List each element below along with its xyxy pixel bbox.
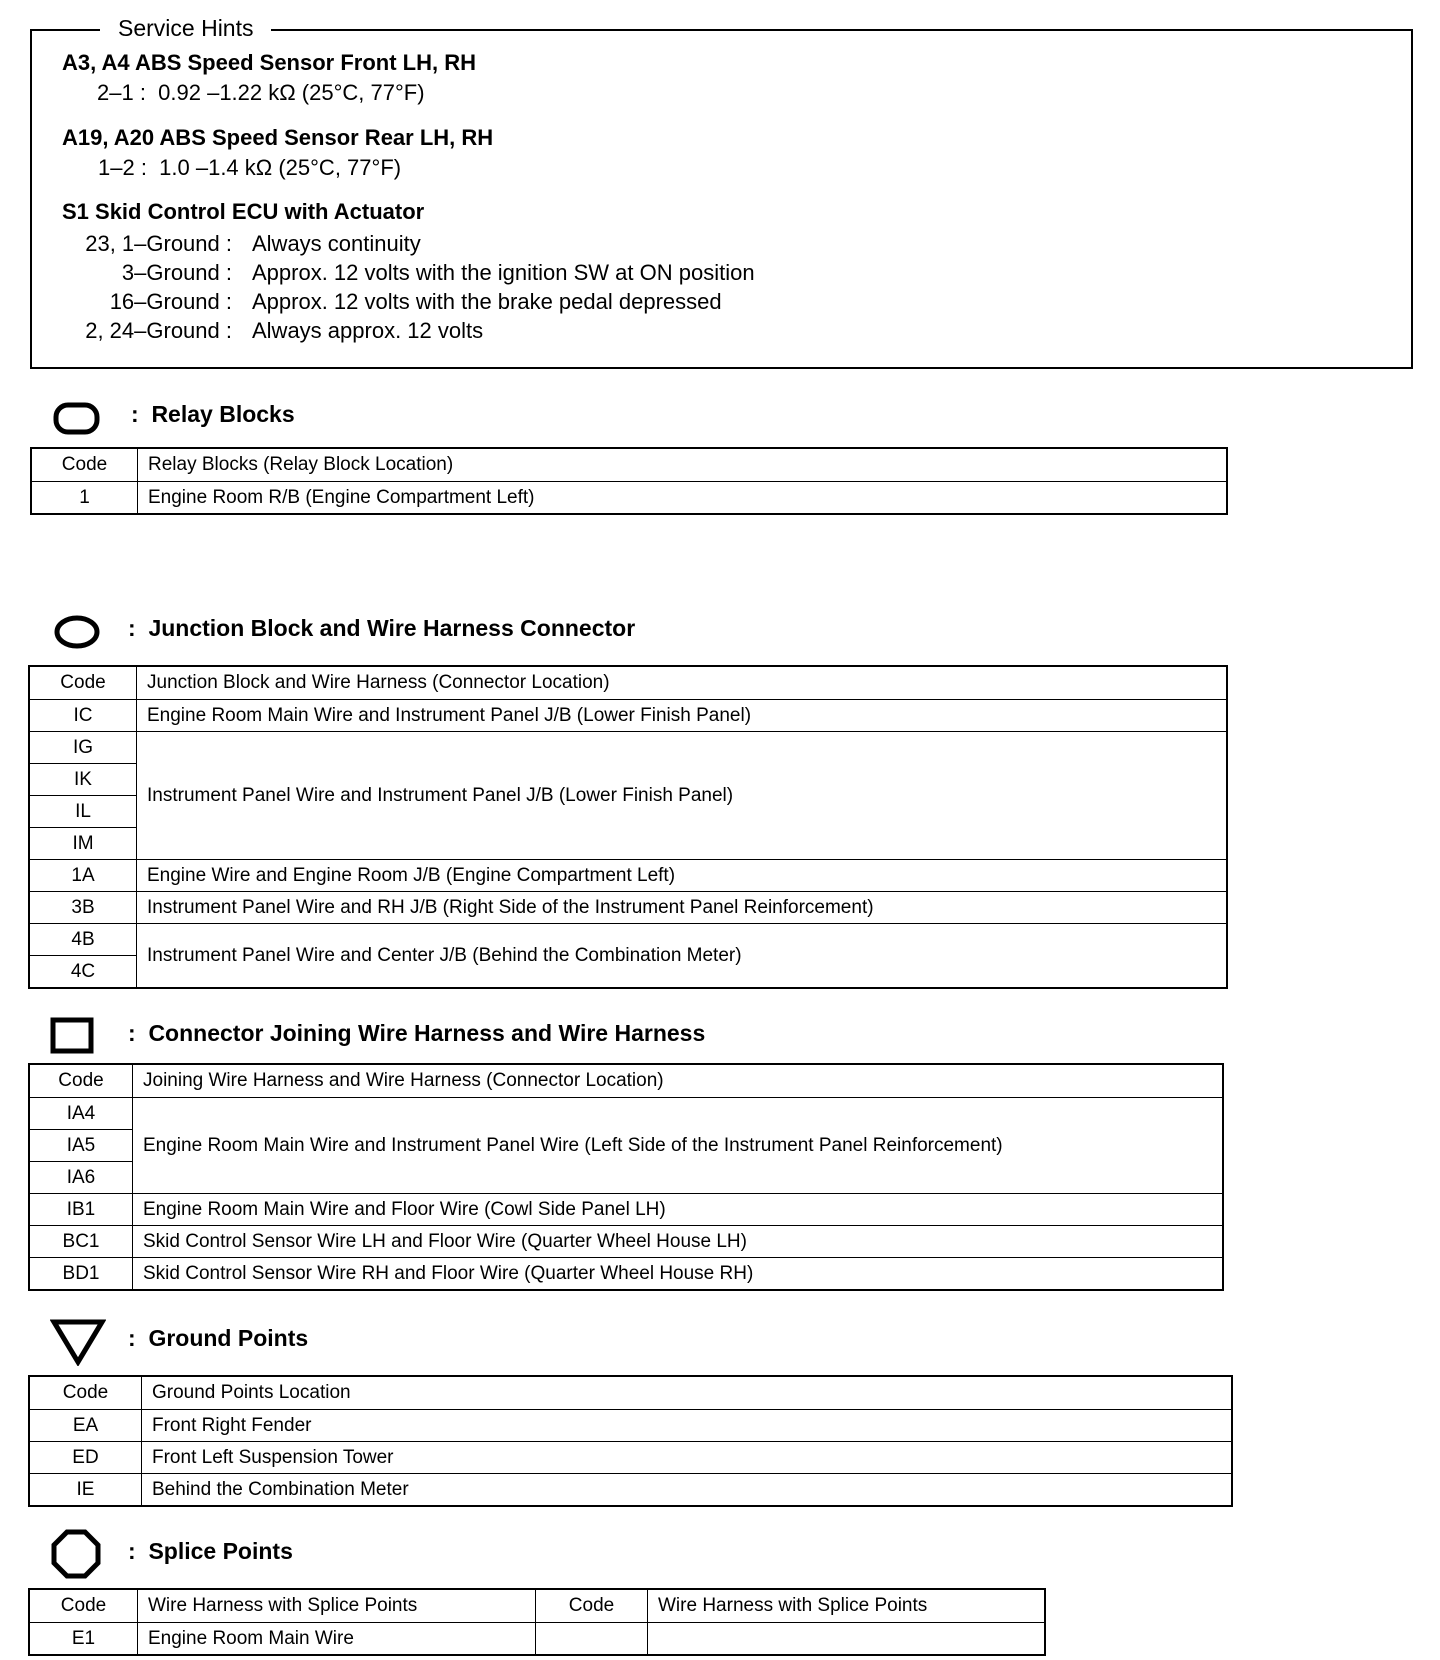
desc-cell: Skid Control Sensor Wire RH and Floor Wire (Quarter Wheel House RH) xyxy=(133,1258,1223,1290)
ground-points-table xyxy=(29,1376,1232,1506)
code-cell: IM xyxy=(30,828,137,860)
header-code: Code xyxy=(32,449,138,482)
table-header-row xyxy=(30,1065,1223,1098)
table-row xyxy=(30,1226,1223,1258)
desc-cell: Behind the Combination Meter xyxy=(142,1474,1232,1506)
table-header-row xyxy=(32,449,1227,482)
triangle-symbol-icon xyxy=(50,1318,106,1366)
table-header-row xyxy=(30,1377,1232,1410)
desc-cell: Instrument Panel Wire and RH J/B (Right Side of the Instrument Panel Reinforcement) xyxy=(137,892,1227,924)
rounded-rect-symbol-icon xyxy=(52,400,102,436)
code-cell: 1A xyxy=(30,860,137,892)
ground-points-title: : Ground Points xyxy=(128,1325,309,1351)
code-cell: IL xyxy=(30,796,137,828)
hint-heading-a3-a4: A3, A4 ABS Speed Sensor Front LH, RH xyxy=(62,50,476,75)
desc-cell: Front Right Fender xyxy=(142,1410,1232,1442)
desc-cell: Engine Room R/B (Engine Compartment Left) xyxy=(138,482,1227,514)
header-desc: Joining Wire Harness and Wire Harness (Connector Location) xyxy=(133,1065,1223,1098)
junction-blocks-title: : Junction Block and Wire Harness Connector xyxy=(128,615,636,641)
junction-blocks-table xyxy=(29,666,1227,988)
table-row xyxy=(30,1474,1232,1506)
desc-cell: Engine Room Main Wire xyxy=(138,1623,536,1655)
s1-pin-label: 3–Ground : xyxy=(121,260,232,285)
relay-blocks-title: : Relay Blocks xyxy=(131,401,295,427)
header-code: Code xyxy=(30,1590,138,1623)
code-cell: IC xyxy=(30,700,137,732)
header-desc: Ground Points Location xyxy=(142,1377,1232,1410)
square-symbol-icon xyxy=(50,1017,94,1055)
relay-blocks-table xyxy=(31,448,1227,514)
splice-points-table xyxy=(29,1589,1045,1655)
desc-cell-2 xyxy=(648,1623,1045,1655)
code-cell: 4B xyxy=(30,924,137,956)
code-cell: E1 xyxy=(30,1623,138,1655)
s1-pin-desc: Always approx. 12 volts xyxy=(252,318,484,343)
splice-points-title: : Splice Points xyxy=(128,1538,293,1564)
s1-pin-desc: Approx. 12 volts with the brake pedal depressed xyxy=(252,289,722,314)
desc-cell: Skid Control Sensor Wire LH and Floor Wire (Quarter Wheel House LH) xyxy=(133,1226,1223,1258)
table-row xyxy=(30,1098,1223,1130)
header-desc: Junction Block and Wire Harness (Connector Location) xyxy=(137,667,1227,700)
desc-cell: Engine Room Main Wire and Instrument Panel J/B (Lower Finish Panel) xyxy=(137,700,1227,732)
header-code: Code xyxy=(30,1377,142,1410)
hint-line-a19-a20: 1–2 : 1.0 –1.4 kΩ (25°C, 77°F) xyxy=(98,155,402,180)
header-desc: Wire Harness with Splice Points xyxy=(138,1590,536,1623)
hint-heading-a19-a20: A19, A20 ABS Speed Sensor Rear LH, RH xyxy=(62,125,494,150)
hint-heading-s1: S1 Skid Control ECU with Actuator xyxy=(62,199,425,224)
code-cell: BD1 xyxy=(30,1258,133,1290)
table-header-row xyxy=(30,1590,1045,1623)
code-cell: IA5 xyxy=(30,1130,133,1162)
octagon-symbol-icon xyxy=(50,1528,102,1580)
desc-cell: Instrument Panel Wire and Instrument Panel J/B (Lower Finish Panel) xyxy=(137,732,1227,860)
code-cell: 3B xyxy=(30,892,137,924)
table-row xyxy=(30,1194,1223,1226)
code-cell: 1 xyxy=(32,482,138,514)
connectors-table xyxy=(29,1064,1223,1290)
table-row xyxy=(30,924,1227,956)
table-row xyxy=(30,1258,1223,1290)
code-cell: IA6 xyxy=(30,1162,133,1194)
hint-line-a3-a4: 2–1 : 0.92 –1.22 kΩ (25°C, 77°F) xyxy=(97,80,425,105)
table-row xyxy=(30,700,1227,732)
desc-cell: Instrument Panel Wire and Center J/B (Behind the Combination Meter) xyxy=(137,924,1227,988)
code-cell: EA xyxy=(30,1410,142,1442)
table-row xyxy=(30,860,1227,892)
code-cell: IB1 xyxy=(30,1194,133,1226)
code-cell: BC1 xyxy=(30,1226,133,1258)
table-row xyxy=(30,892,1227,924)
table-row xyxy=(30,1410,1232,1442)
header-code: Code xyxy=(30,667,137,700)
code-cell-2 xyxy=(536,1623,648,1655)
s1-pin-label: 23, 1–Ground : xyxy=(85,231,232,256)
desc-cell: Engine Room Main Wire and Instrument Panel Wire (Left Side of the Instrument Panel Reinforcement) xyxy=(133,1098,1223,1194)
s1-pin-desc: Approx. 12 volts with the ignition SW at ON position xyxy=(252,260,755,285)
desc-cell: Engine Room Main Wire and Floor Wire (Cowl Side Panel LH) xyxy=(133,1194,1223,1226)
table-row xyxy=(30,1442,1232,1474)
oval-symbol-icon xyxy=(52,613,102,651)
table-row xyxy=(30,1623,1045,1655)
code-cell: 4C xyxy=(30,956,137,988)
header-desc-2: Wire Harness with Splice Points xyxy=(648,1590,1045,1623)
service-hints-title: Service Hints xyxy=(100,15,271,41)
code-cell: IE xyxy=(30,1474,142,1506)
s1-pin-desc: Always continuity xyxy=(252,231,421,256)
code-cell: IG xyxy=(30,732,137,764)
connectors-title: : Connector Joining Wire Harness and Wire Harness xyxy=(128,1020,706,1046)
table-row xyxy=(30,732,1227,764)
code-cell: IK xyxy=(30,764,137,796)
desc-cell: Front Left Suspension Tower xyxy=(142,1442,1232,1474)
s1-pin-label: 2, 24–Ground : xyxy=(85,318,232,343)
header-code-2: Code xyxy=(536,1590,648,1623)
header-code: Code xyxy=(30,1065,133,1098)
desc-cell: Engine Wire and Engine Room J/B (Engine Compartment Left) xyxy=(137,860,1227,892)
code-cell: IA4 xyxy=(30,1098,133,1130)
code-cell: ED xyxy=(30,1442,142,1474)
header-desc: Relay Blocks (Relay Block Location) xyxy=(138,449,1227,482)
table-row xyxy=(32,482,1227,514)
table-header-row xyxy=(30,667,1227,700)
s1-pin-label: 16–Ground : xyxy=(109,289,232,314)
